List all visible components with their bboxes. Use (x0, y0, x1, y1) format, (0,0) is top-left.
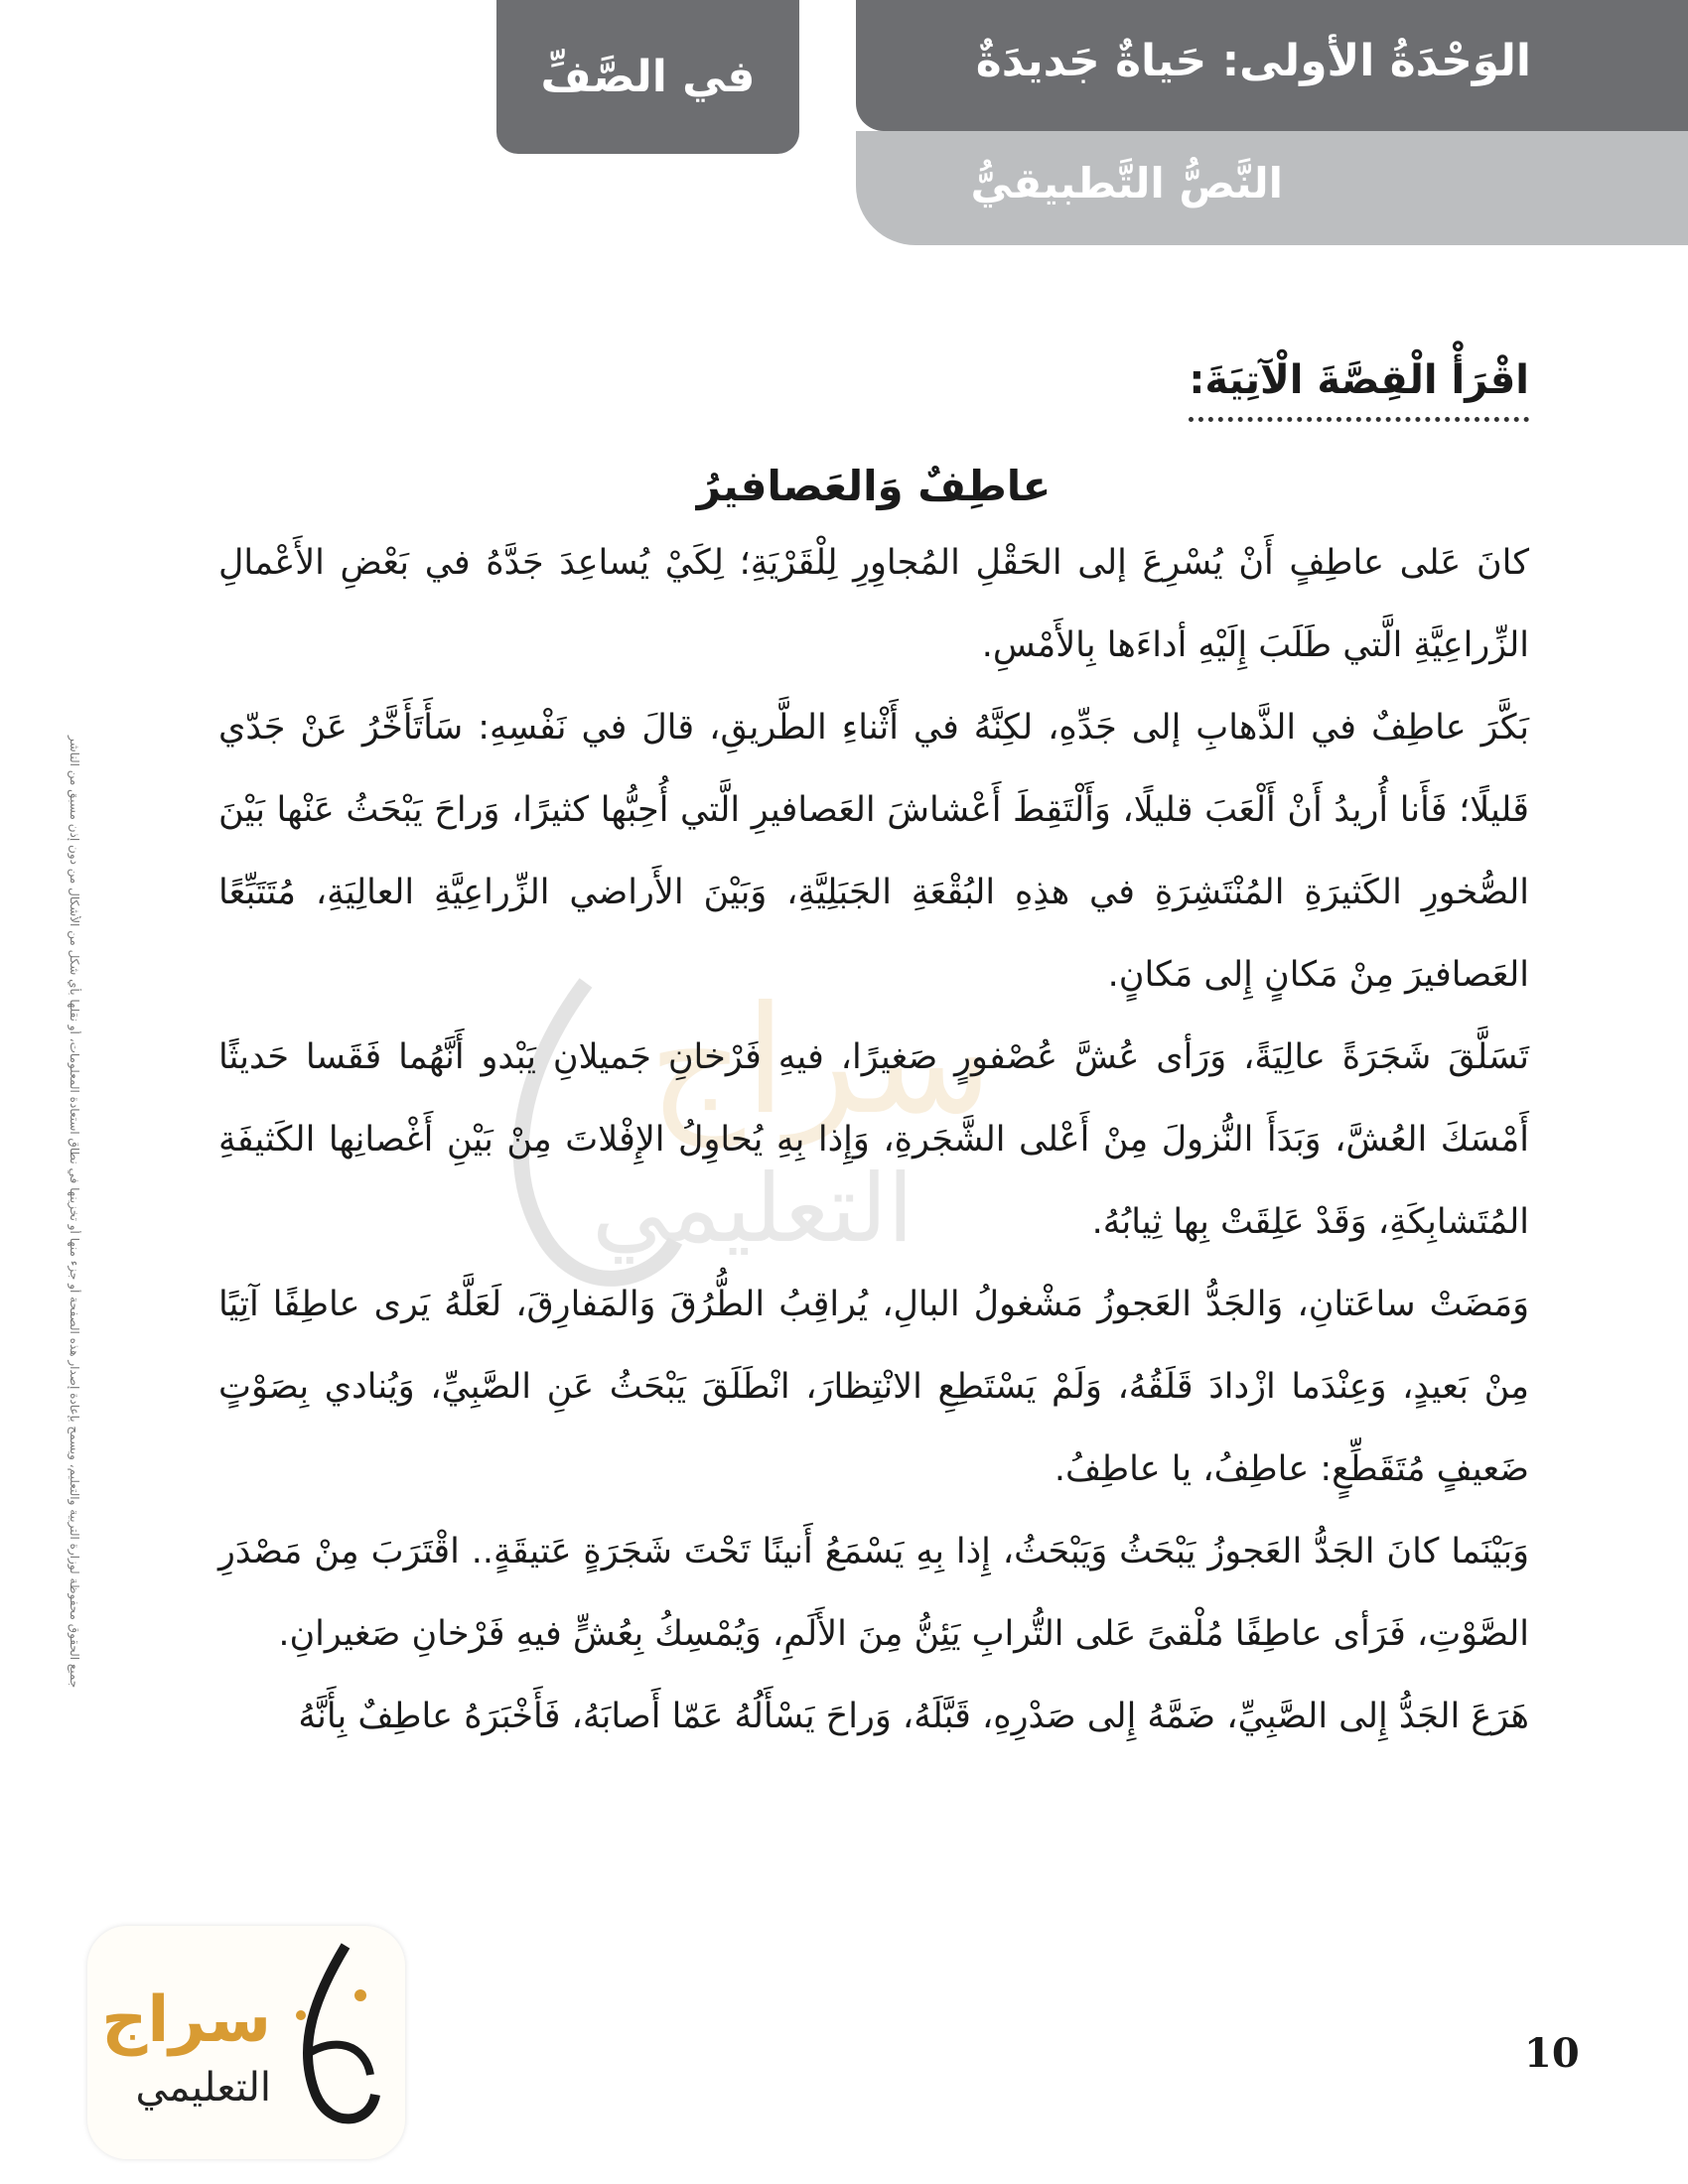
story-paragraph: بَكَّرَ عاطِفٌ في الذَّهابِ إلى جَدِّهِ، لكِنَّهُ في أَثْناءِ الطَّريقِ، قالَ في نَفْسِهِ: سَأَتَأَخَّرُ عَنْ جَدّي قَليلًا؛ فَأَنا أُريدُ أَنْ أَلْعَبَ قليلًا، وَأَلْتَقِطَ أَعْشاشَ العَصافيرِ الَّتي أُحِبُّها كثيرًا، وَراحَ يَبْحَثُ عَنْها بَيْنَ الصُّخورِ الكَثيرَةِ المُنْتَشِرَةِ في هذِهِ البُقْعَةِ الجَبَلِيَّةِ، وَبَيْنَ الأَراضي الزِّراعِيَّةِ العالِيَةِ، مُتَتَبِّعًا العَصافيرَ مِنْ مَكانٍ إِلى مَكانٍ. (218, 708, 1529, 995)
siraj-calligraphy-icon (276, 1936, 395, 2144)
section-header (856, 131, 1688, 245)
story-paragraph: كانَ عَلى عاطِفٍ أَنْ يُسْرِعَ إلى الحَقْلِ المُجاوِرِ لِلْقَرْيَةِ؛ لِكَيْ يُساعِدَ جَدَّهُ في بَعْضِ الأَعْمالِ الزِّراعِيَّةِ الَّتي طَلَبَ إِلَيْهِ أداءَها بِالأَمْسِ. (218, 543, 1529, 665)
unit-title: الوَحْدَةُ الأولى: حَياةٌ جَديدَةٌ (975, 36, 1531, 86)
logo-brand: سراج (101, 1983, 271, 2057)
section-title: النَّصُّ التَّطبيقيُّ (970, 159, 1283, 207)
story-paragraph: وَبَيْنَما كانَ الجَدُّ العَجوزُ يَبْحَثُ وَيَبْحَثُ، إِذا بِهِ يَسْمَعُ أَنينًا تَحْتَ شَجَرَةٍ عَتيقَةٍ.. اقْتَرَبَ مِنْ مَصْدَرِ الصَّوْتِ، فَرَأى عاطِفًا مُلْقىً عَلى التُّرابِ يَئِنُّ مِنَ الأَلَمِ، وَيُمْسِكُ بِعُشٍّ فيهِ فَرْخانِ صَغيرانِ. (218, 1532, 1529, 1654)
story-paragraph: وَمَضَتْ ساعَتانِ، وَالجَدُّ العَجوزُ مَشْغولُ البالِ، يُراقِبُ الطُّرُقَ وَالمَفارِقَ، لَعَلَّهُ يَرى عاطِفًا آتِيًا مِنْ بَعيدٍ، وَعِنْدَما ازْدادَ قَلَقُهُ، وَلَمْ يَسْتَطِعِ الانْتِظارَ، انْطَلَقَ يَبْحَثُ عَنِ الصَّبِيِّ، وَيُنادي بِصَوْتٍ ضَعيفٍ مُتَقَطِّعٍ: عاطِفُ، يا عاطِفُ. (218, 1285, 1529, 1489)
main-content (218, 357, 1529, 1758)
svg-text:التعليمي: التعليمي (591, 1155, 914, 1264)
story-paragraph: تَسَلَّقَ شَجَرَةً عالِيَةً، وَرَأى عُشَّ عُصْفورٍ صَغيرًا، فيهِ فَرْخانِ جَميلانِ يَبْدو أَنَّهُما فَقَسا حَديثًا أَمْسَكَ العُشَّ، وَبَدَأَ النُّزولَ مِنْ أَعْلى الشَّجَرةِ، وَإِذا بِهِ يُحاوِلُ الإِفْلاتَ مِنْ بَيْنِ أَغْصانِها الكَثيفَةِ المُتَشابِكَةِ، وَقَدْ عَلِقَتْ بِها ثِيابُهُ. (218, 1037, 1529, 1242)
logo-subtitle: التعليمي (135, 2065, 271, 2111)
class-tab-label: في الصَّفِّ (540, 52, 756, 102)
page-number: 10 (1524, 2030, 1580, 2077)
copyright-note: جميع الحقوق محفوظة لوزارة التربية والتعليم، ويسمح بإعادة إصدار هذه الصفحة أو جزء منها أو تخزينها في نطاق استعادة المعلومات، أو نقلها بأي شكل من الأشكال من دون إذن مسبق من الناشر (68, 735, 81, 1688)
siraj-logo (87, 1926, 405, 2159)
svg-text:سراج: سراج (648, 975, 993, 1148)
class-tab (496, 0, 799, 154)
instruction: اقْرَأْ الْقِصَّةَ الْآتِيَةَ: (1189, 357, 1529, 422)
story-title: عاطِفٌ وَالعَصافيرُ (696, 462, 1052, 510)
story-paragraph: هَرَعَ الجَدُّ إِلى الصَّبِيِّ، ضَمَّهُ إِلى صَدْرِهِ، قَبَّلَهُ، وَراحَ يَسْأَلُهُ عَمّا أَصابَهُ، فَأَخْبَرَهُ عاطِفٌ بِأَنَّهُ (298, 1697, 1529, 1736)
unit-header (856, 0, 1688, 131)
